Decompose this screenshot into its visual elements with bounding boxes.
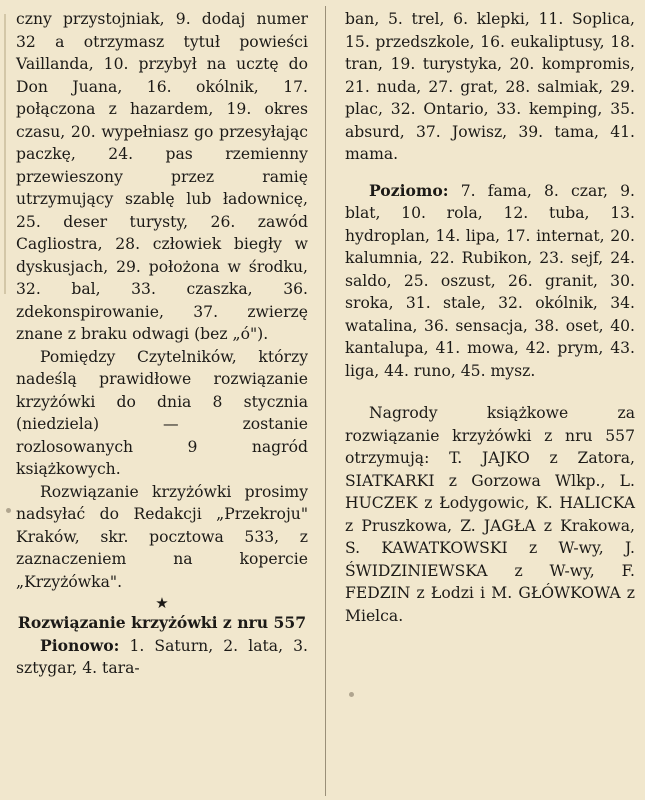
- horizontal-solutions: [345, 180, 635, 383]
- ink-spot: [349, 692, 354, 697]
- left-column: [16, 8, 308, 680]
- ink-spot: [6, 508, 11, 513]
- vertical-solutions-start: [16, 635, 308, 680]
- column-divider: [325, 6, 326, 796]
- page-margin-mark: [4, 14, 6, 294]
- prize-winners: Nagrody książkowe za rozwiązanie krzyżówki z nru 557 otrzymują: T. JAJKO z Zatora, SIATKARKI z Gorzowa Wlkp., L. HUCZEK z Łodygowic, K. HALICKA z Pruszkowa, Z. JAGŁA z Krakowa, S. KAWATKOWSKI z W-wy, J. ŚWIDZINIEWSKA z W-wy, F. FEDZIN z Łodzi i M. GŁÓWKOWA z Mielca.: [345, 404, 635, 625]
- submission-instructions: Rozwiązanie krzyżówki prosimy nadsyłać do Redakcji „Przekroju" Kraków, skr. pocztowa 533, z zaznaczeniem na kopercie „Krzyżówka".: [16, 482, 308, 591]
- spacer: [345, 382, 635, 402]
- solution-heading: Rozwiązanie krzyżówki z nru 557: [17, 613, 307, 632]
- vertical-solutions-continued: ban, 5. trel, 6. klepki, 11. Soplica, 15. przedszkole, 16. eukaliptusy, 18. tran, 19. turystyka, 20. kompromis, 21. nuda, 27. grat, 28. salmiak, 29. plac, 32. Ontario, 33. kemping, 35. absurd, 37. Jowisz, 39. tama, 41. mama.: [345, 10, 635, 163]
- spacer: [345, 166, 635, 180]
- vertical-label: Pionowo:: [40, 635, 120, 655]
- horizontal-solutions-text: 7. fama, 8. czar, 9. blat, 10. rola, 12. tuba, 13. hydroplan, 14. lipa, 17. internat, 20. kalumnia, 22. Rubikon, 23. sejf, 24. saldo, 25. oszust, 26. granit, 30. sroka, 31. stale, 32. okólnik, 34. watalina, 36. sensacja, 38. oset, 40. kantalupa, 41. mowa, 42. prym, 43. liga, 44. runo, 45. mysz.: [345, 181, 635, 380]
- horizontal-label: Poziomo:: [369, 180, 449, 200]
- prize-announcement: Pomiędzy Czytelników, którzy nadeślą prawidłowe rozwiązanie krzyżówki do dnia 8 stycznia (niedziela) — zostanie rozlosowanych 9 nagród książkowych.: [16, 347, 308, 478]
- vertical-solutions-text: 1. Saturn, 2. lata, 3. sztygar, 4. tara-: [16, 636, 308, 677]
- crossword-clues-continued: czny przystojniak, 9. dodaj numer 32 a otrzymasz tytuł powieści Vaillanda, 10. przybył na ucztę do Don Juana, 16. okólnik, 17. połączona z hazardem, 19. okres czasu, 20. wypełniasz go przesyłając paczkę, 24. pas rzemienny przewieszony przez ramię utrzymujący szablę lub ładownicę, 25. deser turysty, 26. zawód Cagliostra, 28. człowiek biegły w dyskusjach, 29. położona w środku, 32. bal, 33. czaszka, 36. zdekonspirowanie, 37. zwierzę znane z braku odwagi (bez „ó").: [16, 10, 308, 343]
- star-separator: ★: [155, 594, 169, 612]
- right-column: [345, 8, 635, 627]
